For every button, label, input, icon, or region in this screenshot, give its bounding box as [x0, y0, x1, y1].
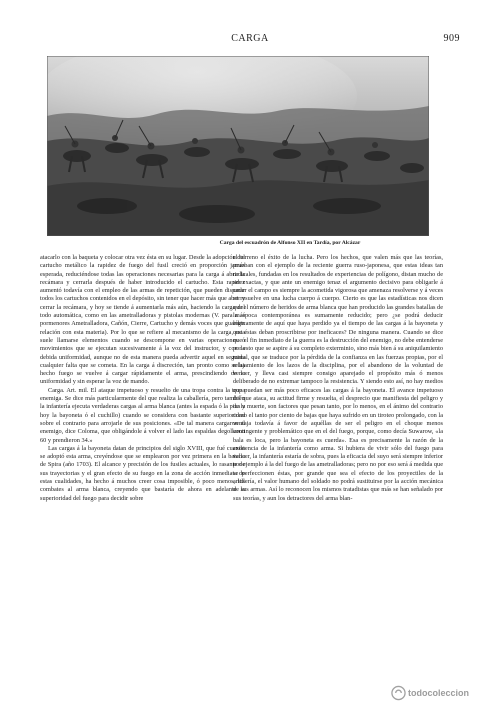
paragraph: el terreno el éxito de la lucha. Pero los hechos, que valen más que las teorías, prueban con el ejemplo de la reciente guerra ruso-japonesa, que estas ideas tan radicales, fundadas en los resultados de experiencias de polígono, distan mucho de ser exactas, y que ante un enemigo tenaz el argumento decisivo para obligarle á ceder el campo es siempre la acometida vigorosa que amenaza resolverse y á veces se resuelve en una lucha cuerpo á cuerpo. Cierto es que las estadísticas nos dicen que el número de heridos de arma blanca que han producido las grandes batallas de la época contemporánea es sumamente reducido; pero ¿se podrá deducir lógicamente de aquí que haya perdido ya el tiempo de las cargas á la bayoneta y que éstas deban proscribirse por ineficaces? De ninguna manera. Cuando se dice que el fin inmediato de la guerra es la destrucción del enemigo, no debe entenderse por esto que se aspire á su completo exterminio, sino más bien á su aniquilamiento moral, que se traduce por la pérdida de la confianza en las fuerzas propias, por el relajamiento de los lazos de la disciplina, por el abandono de la voluntad de vencer, y lleva casi siempre consigo aparejado el propósito más ó menos deliberado de no extremar tampoco la resistencia. Y siendo esto así, no hay medios que puedan ser más poco eficaces las cargas á la bayoneta. El avance impetuoso del que ataca, su actitud firme y resuelta, el desprecio que manifiesta del peligro y de la muerte, son factores que pesan tanto, por lo menos, en el ánimo del contrario como el tanto por ciento de bajas que haya sufrido en un tiroteo prolongado, con la ventaja todavía á favor de aquéllas de ser el peligro en el choque menos contingente y problemático que en el del fuego, porque, como decía Suwarow, «la bala es loca, pero la bayoneta es cuerda». Esa es precisamente la razón de la existencia de la infantería como arma. Si hubiera de vivir sólo del fuego para vencer, la infantería estaría de sobra, pues la eficacia del suyo será siempre inferior por ejemplo á la del fuego de las ametralladoras; pero no por eso será á medida que se perfeccionen éstas, por grande que sea el efecto de los proyectiles de la artillería, el valor humano del soldado no podrá sustituirse por la acción mecánica de sus armas. Así lo reconocen los mismos tratadistas que más se han señalado por sus teorías, y aun los detractores del arma blan-	[233, 254, 443, 502]
engraving-illustration	[47, 56, 429, 236]
watermark	[391, 684, 469, 702]
header-title: CARGA	[231, 33, 269, 44]
paragraph: Carga. Art. mil. El ataque impetuoso y resuelto de una tropa contra la tropa enemiga. Se dice más particularmente del que realiza la caballería, pero también la infantería ejecuta verdaderas cargas al arma blanca (antes la espada ó la pica y hoy la bayoneta ó el cuchillo) cuando se considera con bastante superioridad sobre el contrario para arrojarle de sus posiciones. «De tal manera cargaron al enemigo, dice Coloma, que obligándole á volver el lado las espaldas degollaron 60 y prendieron 34.»	[40, 386, 245, 444]
paragraph: atacarlo con la baqueta y colocar otra vez ésta en su lugar. Desde la adopción del cartucho metálico la rapidez de fuego del fusil creció en proporción jamás esperada, reduciéndose todas las operaciones necesarias para la carga á abrir la recámara y cerrarla después de haber introducido el cartucho. Esta rapidez aumentó todavía con el empleo de las armas de repetición, que pueden disparar todos los cartuchos contenidos en el depósito, sin tener que hacer más que abrir y cerrar la recámara, y hoy se tiende á aumentarla más aún, haciendo la carga del todo automática, como en las ametralladoras y pistolas modernas (V. para más pormenores Ametralladora, Cañón, Cierre, Cartucho y demás voces que guarden relación con esta materia). Por lo que se refiere al mecanismo de la carga, esta suele llamarse elementos cuando se descompone en varias operaciones ó movimientos que se ejecutan sucesivamente á la voz del instructor, y con la debida uniformidad, aunque no de esta manera pueda advertir aquel en seguida cualquier falta que se cometa. En la carga á discreción, tan pronto como se ha hecho fuego se vuelve á cargar rápidamente el arma, prescindiendo de la uniformidad y sin esperar la voz de mando.	[40, 254, 245, 386]
watermark-logo-icon	[391, 685, 406, 701]
cavalry-charge-engraving	[47, 56, 429, 236]
paragraph: Las cargas á la bayoneta datan de principios del siglo XVIII, que fué cuando se adoptó esta arma, creyéndose que se emplearon por vez primera en la batalla de Spira (año 1703). El alcance y precisión de los fusiles actuales, lo rasante de sus trayectorias y el gran efecto de su fuego en la zona de acción inmediata de estas cualidades, ha hecho á muchos creer cosa imposible, ó poco menos, los combates al arma blanca, creyendo que bastaría de ahora en adelante la superioridad del fuego para decidir sobre	[40, 444, 245, 502]
text-column-right	[233, 254, 443, 694]
text-column-left	[40, 254, 245, 694]
watermark-text: todocoleccion	[407, 688, 469, 698]
figure-caption: Carga del escuadrón de Alfonso XII en Tardía, por Alcázar	[219, 240, 361, 246]
page-number: 909	[443, 33, 460, 44]
running-header	[40, 33, 460, 47]
